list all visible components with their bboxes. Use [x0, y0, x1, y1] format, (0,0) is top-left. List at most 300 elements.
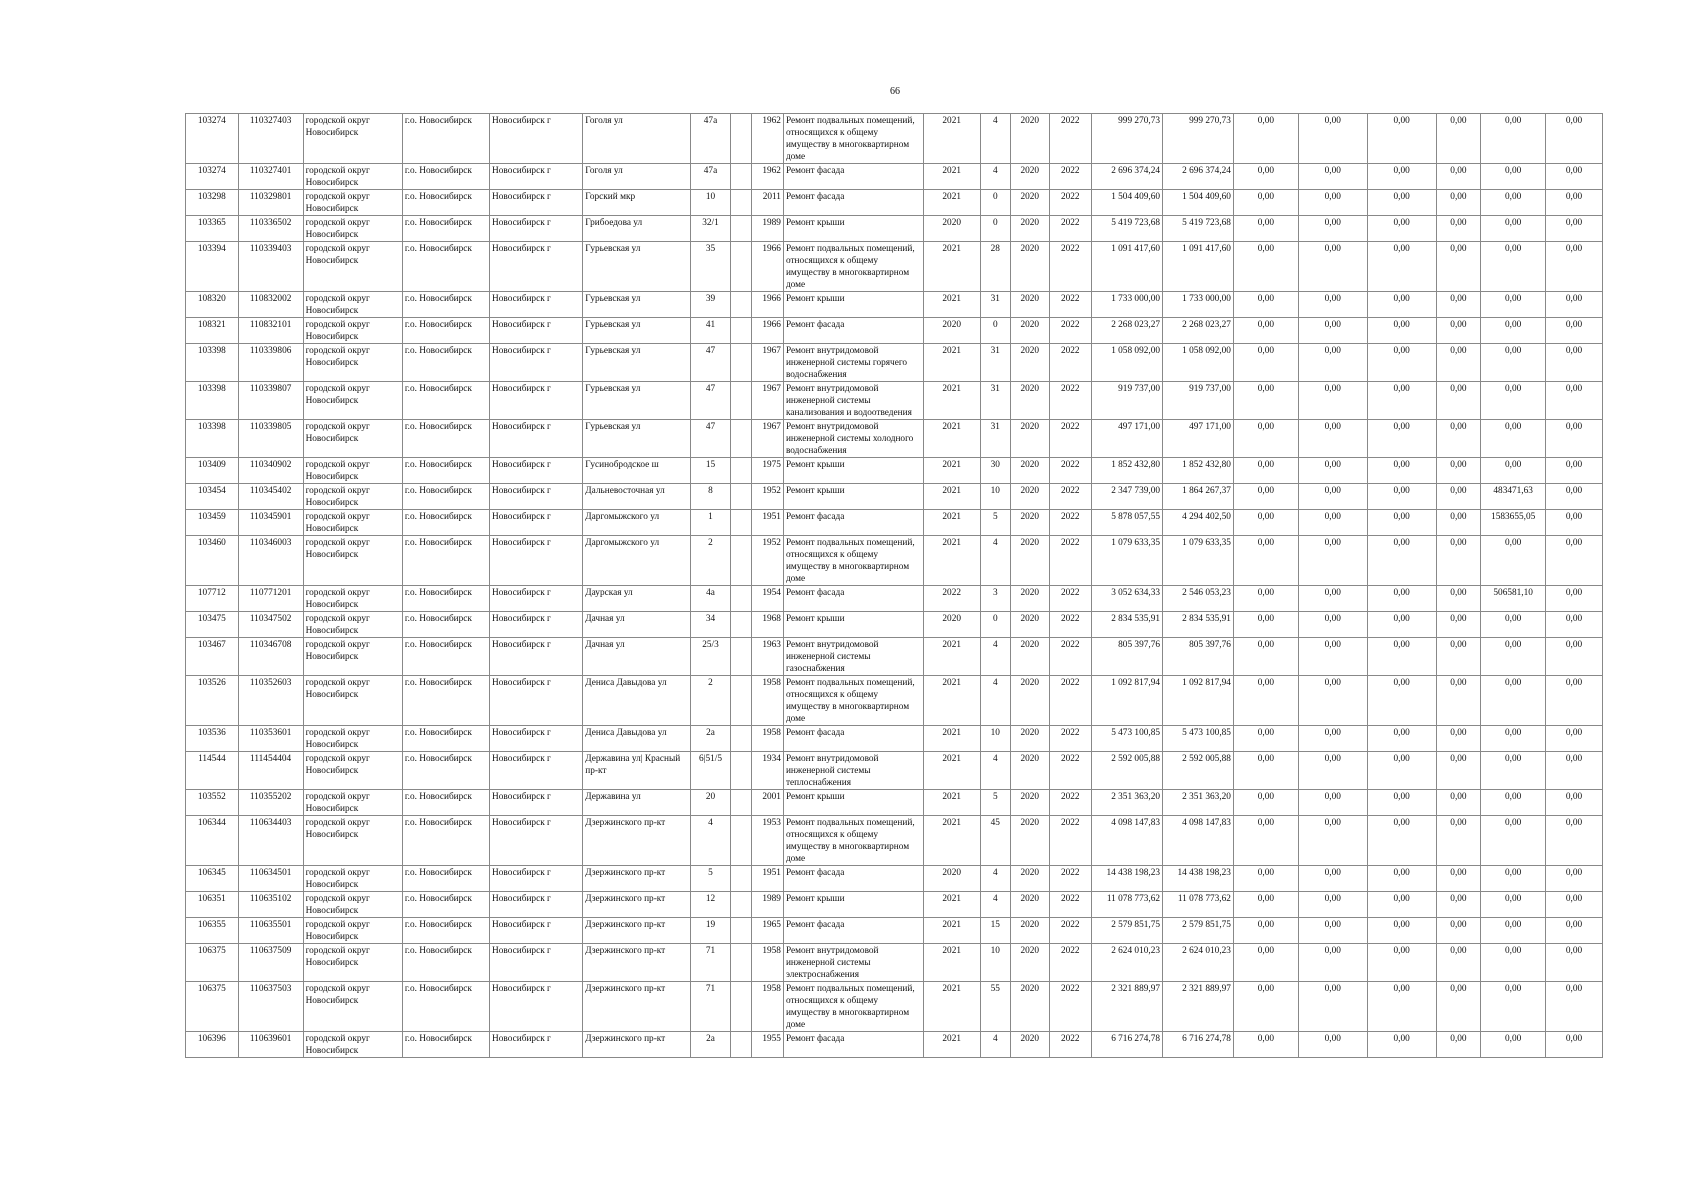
cell-city: Новосибирск г	[490, 982, 583, 1032]
cell-v6: 0,00	[1546, 318, 1603, 344]
cell-v4: 0,00	[1436, 726, 1481, 752]
table-row	[186, 752, 1603, 790]
cell-code: 110346003	[238, 536, 303, 586]
cell-v5: 0,00	[1481, 242, 1546, 292]
cell-y1: 2020	[1010, 242, 1049, 292]
cell-sum_a: 2 351 363,20	[1163, 790, 1234, 816]
cell-city: Новосибирск г	[490, 638, 583, 676]
cell-y1: 2020	[1010, 892, 1049, 918]
cell-y2: 2022	[1049, 242, 1092, 292]
cell-house: 2а	[690, 726, 731, 752]
cell-plan: 2022	[923, 586, 980, 612]
cell-v3: 0,00	[1367, 866, 1436, 892]
cell-city: Новосибирск г	[490, 420, 583, 458]
cell-house: 5	[690, 866, 731, 892]
cell-n: 4	[980, 892, 1010, 918]
cell-sum: 2 592 005,88	[1092, 752, 1163, 790]
cell-v1: 0,00	[1233, 892, 1298, 918]
cell-house: 8	[690, 484, 731, 510]
cell-plan: 2021	[923, 420, 980, 458]
cell-go: г.о. Новосибирск	[402, 292, 489, 318]
cell-street: Горский мкр	[583, 190, 690, 216]
cell-plan: 2021	[923, 344, 980, 382]
cell-v2: 0,00	[1298, 638, 1367, 676]
cell-v6: 0,00	[1546, 1032, 1603, 1058]
cell-city: Новосибирск г	[490, 292, 583, 318]
cell-v3: 0,00	[1367, 612, 1436, 638]
cell-v6: 0,00	[1546, 510, 1603, 536]
cell-okrug: городской округ Новосибирск	[303, 510, 402, 536]
cell-sum_a: 919 737,00	[1163, 382, 1234, 420]
cell-id: 114544	[186, 752, 239, 790]
cell-code: 110340902	[238, 458, 303, 484]
cell-id: 103526	[186, 676, 239, 726]
cell-v1: 0,00	[1233, 1032, 1298, 1058]
cell-city: Новосибирск г	[490, 114, 583, 164]
cell-v4: 0,00	[1436, 458, 1481, 484]
cell-plan: 2021	[923, 242, 980, 292]
cell-v6: 0,00	[1546, 866, 1603, 892]
cell-v5: 1583655,05	[1481, 510, 1546, 536]
cell-id: 103536	[186, 726, 239, 752]
cell-sum_a: 2 624 010,23	[1163, 944, 1234, 982]
cell-sum: 4 098 147,83	[1092, 816, 1163, 866]
cell-sum_a: 1 079 633,35	[1163, 536, 1234, 586]
cell-v5: 0,00	[1481, 612, 1546, 638]
cell-n: 15	[980, 918, 1010, 944]
cell-city: Новосибирск г	[490, 612, 583, 638]
cell-v3: 0,00	[1367, 420, 1436, 458]
cell-street: Дзержинского пр-кт	[583, 944, 690, 982]
cell-year: 1958	[751, 944, 783, 982]
cell-okrug: городской округ Новосибирск	[303, 816, 402, 866]
cell-city: Новосибирск г	[490, 382, 583, 420]
cell-id: 108320	[186, 292, 239, 318]
table-row	[186, 382, 1603, 420]
cell-v2: 0,00	[1298, 586, 1367, 612]
cell-blank	[731, 510, 751, 536]
cell-code: 110339806	[238, 344, 303, 382]
cell-plan: 2020	[923, 866, 980, 892]
cell-n: 31	[980, 420, 1010, 458]
cell-n: 4	[980, 752, 1010, 790]
cell-plan: 2021	[923, 536, 980, 586]
cell-v3: 0,00	[1367, 510, 1436, 536]
cell-v5: 0,00	[1481, 536, 1546, 586]
cell-city: Новосибирск г	[490, 344, 583, 382]
table-row	[186, 1032, 1603, 1058]
cell-sum: 3 052 634,33	[1092, 586, 1163, 612]
cell-sum: 919 737,00	[1092, 382, 1163, 420]
cell-v2: 0,00	[1298, 982, 1367, 1032]
cell-code: 110639601	[238, 1032, 303, 1058]
cell-year: 1966	[751, 242, 783, 292]
cell-blank	[731, 292, 751, 318]
cell-y1: 2020	[1010, 458, 1049, 484]
cell-n: 4	[980, 164, 1010, 190]
capital-repair-table	[185, 113, 1603, 1058]
cell-v6: 0,00	[1546, 164, 1603, 190]
cell-y2: 2022	[1049, 944, 1092, 982]
cell-y2: 2022	[1049, 790, 1092, 816]
cell-code: 110345901	[238, 510, 303, 536]
cell-plan: 2021	[923, 918, 980, 944]
table-row	[186, 816, 1603, 866]
cell-city: Новосибирск г	[490, 790, 583, 816]
cell-n: 4	[980, 638, 1010, 676]
cell-v5: 0,00	[1481, 638, 1546, 676]
cell-v1: 0,00	[1233, 790, 1298, 816]
cell-sum_a: 2 592 005,88	[1163, 752, 1234, 790]
cell-street: Гурьевская ул	[583, 382, 690, 420]
cell-code: 110327403	[238, 114, 303, 164]
cell-id: 103365	[186, 216, 239, 242]
cell-v6: 0,00	[1546, 242, 1603, 292]
cell-v4: 0,00	[1436, 420, 1481, 458]
cell-sum_a: 1 091 417,60	[1163, 242, 1234, 292]
cell-work: Ремонт внутридомовой инженерной системы газоснабжения	[783, 638, 923, 676]
cell-id: 103274	[186, 114, 239, 164]
cell-go: г.о. Новосибирск	[402, 638, 489, 676]
table-row	[186, 790, 1603, 816]
cell-okrug: городской округ Новосибирск	[303, 612, 402, 638]
cell-sum_a: 999 270,73	[1163, 114, 1234, 164]
cell-sum: 1 091 417,60	[1092, 242, 1163, 292]
cell-okrug: городской округ Новосибирск	[303, 918, 402, 944]
cell-go: г.о. Новосибирск	[402, 484, 489, 510]
cell-y2: 2022	[1049, 816, 1092, 866]
cell-go: г.о. Новосибирск	[402, 816, 489, 866]
cell-sum_a: 2 546 053,23	[1163, 586, 1234, 612]
cell-y1: 2020	[1010, 344, 1049, 382]
cell-v5: 0,00	[1481, 292, 1546, 318]
cell-n: 10	[980, 484, 1010, 510]
table-row	[186, 892, 1603, 918]
cell-code: 110634403	[238, 816, 303, 866]
cell-year: 1965	[751, 918, 783, 944]
cell-work: Ремонт внутридомовой инженерной системы холодного водоснабжения	[783, 420, 923, 458]
cell-house: 47	[690, 344, 731, 382]
cell-v1: 0,00	[1233, 510, 1298, 536]
cell-sum_a: 1 092 817,94	[1163, 676, 1234, 726]
cell-v1: 0,00	[1233, 292, 1298, 318]
cell-sum_a: 497 171,00	[1163, 420, 1234, 458]
cell-blank	[731, 458, 751, 484]
cell-n: 0	[980, 318, 1010, 344]
cell-code: 110634501	[238, 866, 303, 892]
cell-v4: 0,00	[1436, 790, 1481, 816]
cell-v6: 0,00	[1546, 420, 1603, 458]
cell-house: 34	[690, 612, 731, 638]
cell-v6: 0,00	[1546, 216, 1603, 242]
page-number: 66	[890, 86, 900, 97]
cell-go: г.о. Новосибирск	[402, 612, 489, 638]
cell-year: 1934	[751, 752, 783, 790]
cell-n: 10	[980, 726, 1010, 752]
table-body	[186, 114, 1603, 1058]
table-row	[186, 164, 1603, 190]
cell-okrug: городской округ Новосибирск	[303, 458, 402, 484]
cell-v3: 0,00	[1367, 638, 1436, 676]
cell-y2: 2022	[1049, 484, 1092, 510]
cell-okrug: городской округ Новосибирск	[303, 190, 402, 216]
cell-sum: 6 716 274,78	[1092, 1032, 1163, 1058]
cell-street: Дзержинского пр-кт	[583, 1032, 690, 1058]
cell-street: Дениса Давыдова ул	[583, 726, 690, 752]
cell-v3: 0,00	[1367, 292, 1436, 318]
cell-v5: 0,00	[1481, 752, 1546, 790]
cell-go: г.о. Новосибирск	[402, 536, 489, 586]
cell-v6: 0,00	[1546, 292, 1603, 318]
cell-go: г.о. Новосибирск	[402, 1032, 489, 1058]
table-row	[186, 484, 1603, 510]
cell-v2: 0,00	[1298, 484, 1367, 510]
cell-street: Даргомыжского ул	[583, 536, 690, 586]
cell-v3: 0,00	[1367, 892, 1436, 918]
cell-code: 111454404	[238, 752, 303, 790]
cell-v4: 0,00	[1436, 484, 1481, 510]
cell-v6: 0,00	[1546, 458, 1603, 484]
cell-n: 4	[980, 114, 1010, 164]
cell-v6: 0,00	[1546, 982, 1603, 1032]
cell-blank	[731, 982, 751, 1032]
cell-y1: 2020	[1010, 382, 1049, 420]
cell-year: 1967	[751, 382, 783, 420]
cell-plan: 2021	[923, 892, 980, 918]
cell-city: Новосибирск г	[490, 164, 583, 190]
cell-v6: 0,00	[1546, 190, 1603, 216]
cell-y2: 2022	[1049, 676, 1092, 726]
cell-v3: 0,00	[1367, 586, 1436, 612]
cell-house: 32/1	[690, 216, 731, 242]
cell-year: 1952	[751, 536, 783, 586]
cell-n: 3	[980, 586, 1010, 612]
cell-v5: 0,00	[1481, 190, 1546, 216]
cell-street: Даурская ул	[583, 586, 690, 612]
cell-id: 103475	[186, 612, 239, 638]
cell-sum: 1 079 633,35	[1092, 536, 1163, 586]
cell-house: 15	[690, 458, 731, 484]
cell-year: 1989	[751, 892, 783, 918]
cell-v4: 0,00	[1436, 292, 1481, 318]
table-row	[186, 982, 1603, 1032]
cell-n: 55	[980, 982, 1010, 1032]
cell-v6: 0,00	[1546, 726, 1603, 752]
cell-plan: 2020	[923, 612, 980, 638]
cell-code: 110637509	[238, 944, 303, 982]
cell-city: Новосибирск г	[490, 676, 583, 726]
cell-go: г.о. Новосибирск	[402, 114, 489, 164]
cell-street: Грибоедова ул	[583, 216, 690, 242]
cell-v5: 0,00	[1481, 892, 1546, 918]
cell-y2: 2022	[1049, 510, 1092, 536]
cell-code: 110345402	[238, 484, 303, 510]
cell-id: 106355	[186, 918, 239, 944]
cell-id: 106351	[186, 892, 239, 918]
cell-street: Дзержинского пр-кт	[583, 982, 690, 1032]
cell-year: 1968	[751, 612, 783, 638]
cell-house: 25/3	[690, 638, 731, 676]
cell-work: Ремонт подвальных помещений, относящихся к общему имуществу в многоквартирном доме	[783, 982, 923, 1032]
cell-work: Ремонт внутридомовой инженерной системы горячего водоснабжения	[783, 344, 923, 382]
cell-year: 2001	[751, 790, 783, 816]
cell-okrug: городской округ Новосибирск	[303, 790, 402, 816]
table-row	[186, 536, 1603, 586]
cell-house: 2а	[690, 1032, 731, 1058]
cell-house: 4	[690, 816, 731, 866]
cell-v5: 0,00	[1481, 866, 1546, 892]
cell-street: Даргомыжского ул	[583, 510, 690, 536]
cell-v1: 0,00	[1233, 344, 1298, 382]
cell-go: г.о. Новосибирск	[402, 752, 489, 790]
cell-street: Державина ул| Красный пр-кт	[583, 752, 690, 790]
cell-v6: 0,00	[1546, 944, 1603, 982]
cell-v1: 0,00	[1233, 726, 1298, 752]
cell-code: 110832101	[238, 318, 303, 344]
cell-y1: 2020	[1010, 638, 1049, 676]
cell-v3: 0,00	[1367, 114, 1436, 164]
cell-id: 108321	[186, 318, 239, 344]
cell-city: Новосибирск г	[490, 892, 583, 918]
cell-sum_a: 1 733 000,00	[1163, 292, 1234, 318]
cell-work: Ремонт подвальных помещений, относящихся к общему имуществу в многоквартирном доме	[783, 816, 923, 866]
table-row	[186, 114, 1603, 164]
cell-y1: 2020	[1010, 866, 1049, 892]
cell-v5: 0,00	[1481, 816, 1546, 866]
cell-blank	[731, 420, 751, 458]
cell-work: Ремонт фасада	[783, 164, 923, 190]
cell-v5: 0,00	[1481, 918, 1546, 944]
cell-v3: 0,00	[1367, 816, 1436, 866]
cell-okrug: городской округ Новосибирск	[303, 114, 402, 164]
cell-house: 20	[690, 790, 731, 816]
cell-v4: 0,00	[1436, 114, 1481, 164]
cell-y2: 2022	[1049, 382, 1092, 420]
cell-sum_a: 2 321 889,97	[1163, 982, 1234, 1032]
cell-blank	[731, 216, 751, 242]
cell-y1: 2020	[1010, 586, 1049, 612]
cell-blank	[731, 382, 751, 420]
cell-sum: 2 268 023,27	[1092, 318, 1163, 344]
cell-v6: 0,00	[1546, 536, 1603, 586]
cell-plan: 2021	[923, 726, 980, 752]
cell-work: Ремонт крыши	[783, 216, 923, 242]
cell-code: 110355202	[238, 790, 303, 816]
cell-sum: 2 696 374,24	[1092, 164, 1163, 190]
cell-go: г.о. Новосибирск	[402, 190, 489, 216]
cell-city: Новосибирск г	[490, 318, 583, 344]
cell-house: 10	[690, 190, 731, 216]
cell-y2: 2022	[1049, 164, 1092, 190]
cell-y2: 2022	[1049, 982, 1092, 1032]
cell-y2: 2022	[1049, 892, 1092, 918]
cell-blank	[731, 318, 751, 344]
cell-id: 103394	[186, 242, 239, 292]
cell-street: Гурьевская ул	[583, 344, 690, 382]
cell-sum_a: 11 078 773,62	[1163, 892, 1234, 918]
cell-okrug: городской округ Новосибирск	[303, 216, 402, 242]
cell-sum: 999 270,73	[1092, 114, 1163, 164]
cell-house: 2	[690, 676, 731, 726]
cell-n: 4	[980, 866, 1010, 892]
cell-v5: 0,00	[1481, 216, 1546, 242]
cell-work: Ремонт внутридомовой инженерной системы теплоснабжения	[783, 752, 923, 790]
cell-v1: 0,00	[1233, 190, 1298, 216]
cell-okrug: городской округ Новосибирск	[303, 676, 402, 726]
cell-id: 106396	[186, 1032, 239, 1058]
cell-sum: 805 397,76	[1092, 638, 1163, 676]
cell-code: 110771201	[238, 586, 303, 612]
cell-v6: 0,00	[1546, 484, 1603, 510]
cell-y2: 2022	[1049, 292, 1092, 318]
cell-year: 1963	[751, 638, 783, 676]
cell-sum_a: 4 294 402,50	[1163, 510, 1234, 536]
cell-v1: 0,00	[1233, 216, 1298, 242]
cell-plan: 2021	[923, 190, 980, 216]
cell-sum: 2 834 535,91	[1092, 612, 1163, 638]
cell-plan: 2021	[923, 752, 980, 790]
cell-street: Дальневосточная ул	[583, 484, 690, 510]
cell-blank	[731, 164, 751, 190]
cell-street: Дениса Давыдова ул	[583, 676, 690, 726]
cell-v4: 0,00	[1436, 216, 1481, 242]
cell-okrug: городской округ Новосибирск	[303, 944, 402, 982]
cell-v5: 0,00	[1481, 114, 1546, 164]
cell-v1: 0,00	[1233, 676, 1298, 726]
table-row	[186, 458, 1603, 484]
cell-id: 103459	[186, 510, 239, 536]
cell-blank	[731, 638, 751, 676]
cell-n: 4	[980, 536, 1010, 586]
cell-v1: 0,00	[1233, 866, 1298, 892]
cell-okrug: городской округ Новосибирск	[303, 866, 402, 892]
cell-work: Ремонт фасада	[783, 918, 923, 944]
cell-y1: 2020	[1010, 190, 1049, 216]
cell-sum_a: 1 852 432,80	[1163, 458, 1234, 484]
cell-sum: 5 419 723,68	[1092, 216, 1163, 242]
cell-okrug: городской округ Новосибирск	[303, 318, 402, 344]
cell-sum_a: 14 438 198,23	[1163, 866, 1234, 892]
cell-v4: 0,00	[1436, 510, 1481, 536]
cell-y2: 2022	[1049, 1032, 1092, 1058]
table-row	[186, 638, 1603, 676]
cell-v2: 0,00	[1298, 382, 1367, 420]
cell-sum_a: 2 834 535,91	[1163, 612, 1234, 638]
cell-okrug: городской округ Новосибирск	[303, 982, 402, 1032]
cell-y1: 2020	[1010, 982, 1049, 1032]
cell-v1: 0,00	[1233, 382, 1298, 420]
cell-v3: 0,00	[1367, 344, 1436, 382]
cell-v4: 0,00	[1436, 318, 1481, 344]
cell-sum: 14 438 198,23	[1092, 866, 1163, 892]
cell-n: 4	[980, 676, 1010, 726]
cell-y1: 2020	[1010, 510, 1049, 536]
cell-n: 5	[980, 790, 1010, 816]
cell-v6: 0,00	[1546, 676, 1603, 726]
table-row	[186, 318, 1603, 344]
cell-id: 103460	[186, 536, 239, 586]
cell-street: Державина ул	[583, 790, 690, 816]
cell-v4: 0,00	[1436, 612, 1481, 638]
cell-y2: 2022	[1049, 114, 1092, 164]
cell-y2: 2022	[1049, 586, 1092, 612]
cell-year: 1958	[751, 982, 783, 1032]
cell-y1: 2020	[1010, 918, 1049, 944]
cell-street: Гурьевская ул	[583, 420, 690, 458]
cell-v1: 0,00	[1233, 586, 1298, 612]
cell-v2: 0,00	[1298, 292, 1367, 318]
cell-id: 103298	[186, 190, 239, 216]
